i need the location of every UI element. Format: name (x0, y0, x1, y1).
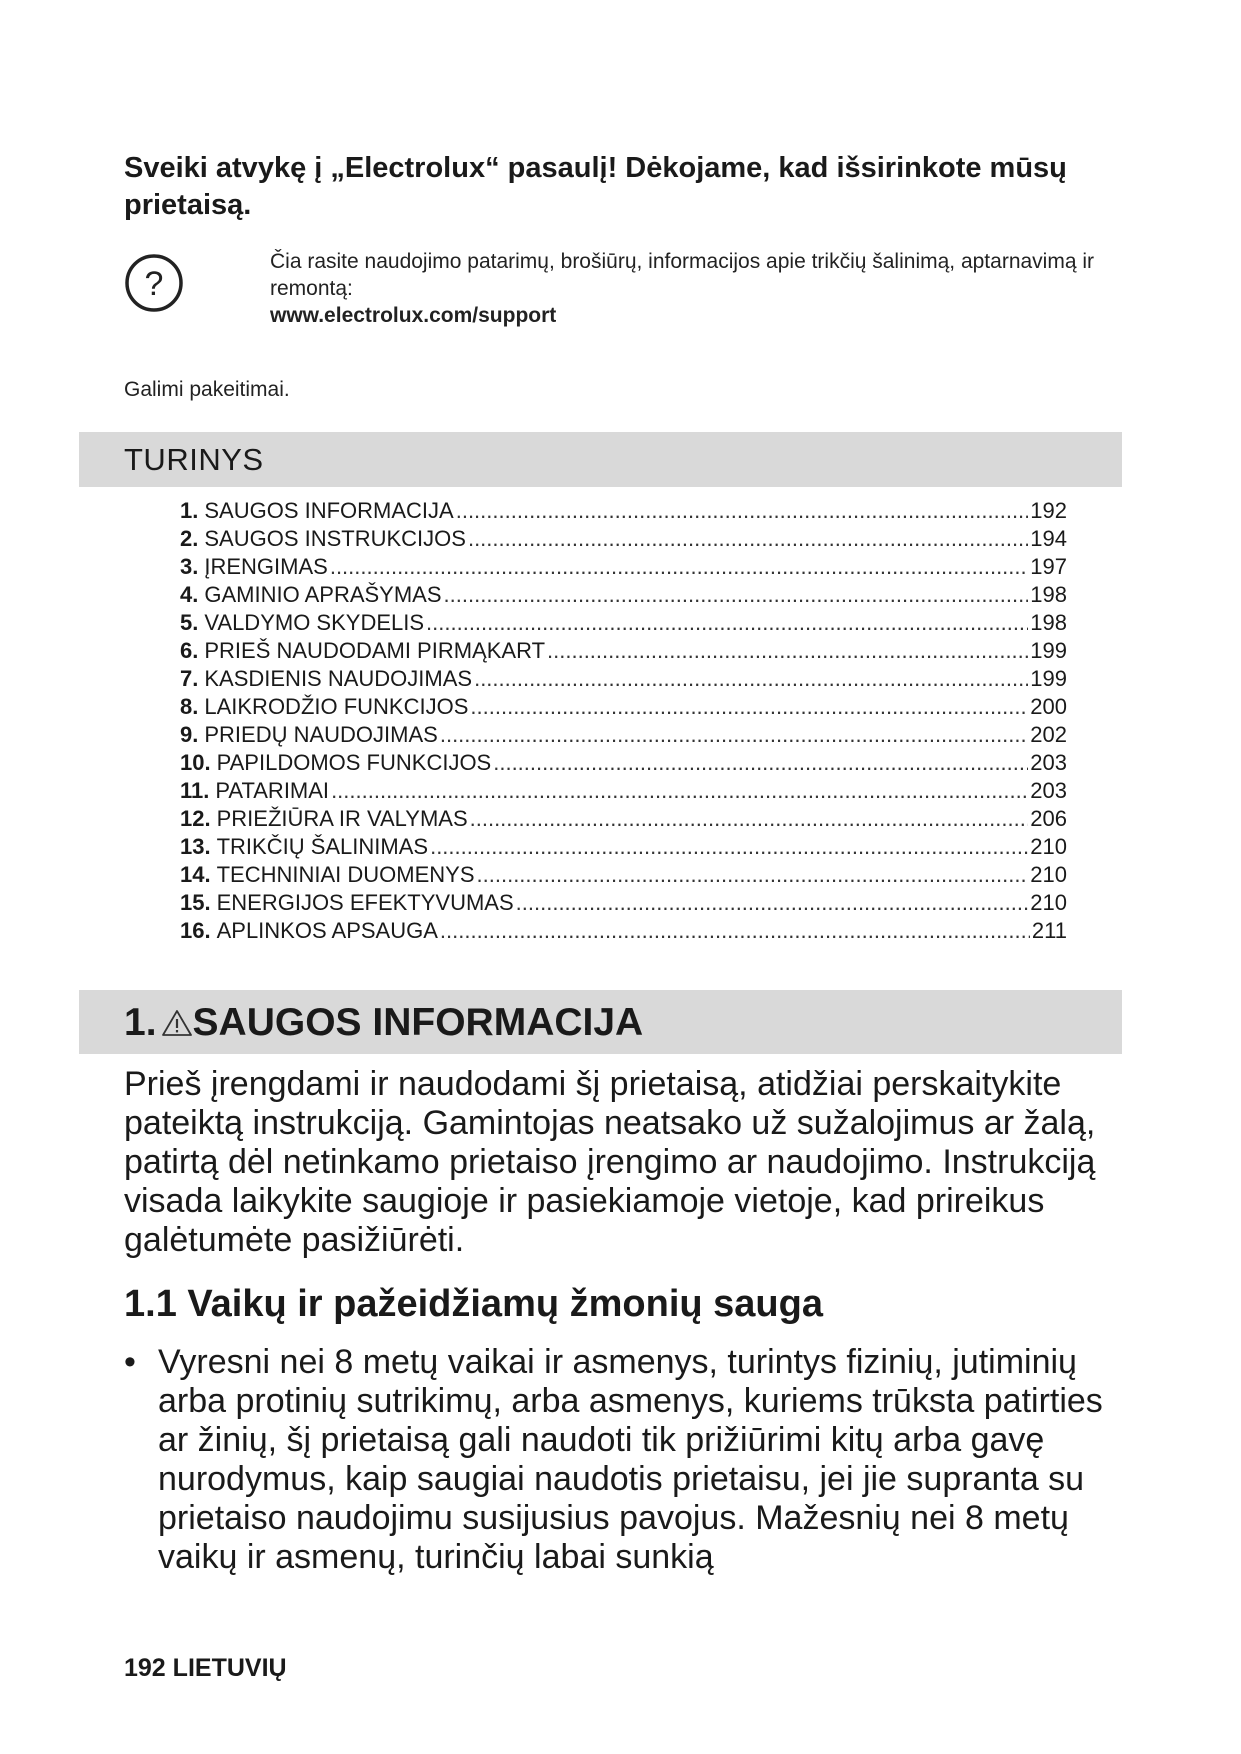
toc-item-label: PRIEŽIŪRA IR VALYMAS (216, 806, 468, 831)
toc-item[interactable] (180, 749, 1067, 777)
toc-item-number: 13. (180, 834, 211, 859)
bullet-dot: • (124, 1343, 136, 1381)
toc-item-label: APLINKOS APSAUGA (216, 918, 438, 943)
toc-item-number: 16. (180, 918, 211, 943)
section-title-text: SAUGOS INFORMACIJA (192, 1001, 644, 1044)
toc-item-label: PATARIMAI (215, 778, 330, 803)
page-footer (124, 1654, 287, 1683)
toc-leader-dots (440, 721, 1028, 749)
toc-title: TURINYS (124, 442, 264, 477)
toc-item-number: 14. (180, 862, 211, 887)
toc-item-label: SAUGOS INFORMACIJA (204, 498, 454, 523)
toc-item-number: 7. (180, 666, 199, 691)
table-of-contents (180, 497, 1067, 945)
toc-item-page: 199 (1030, 638, 1067, 663)
toc-item-label: TECHNINIAI DUOMENYS (216, 862, 475, 887)
bullet-text: Vyresni nei 8 metų vaikai ir asmenys, turintys fizinių, jutiminių arba protinių sutrikimų, arba asmenys, kuriems trūksta patirties ar žinių, šį prietaisą gali naudoti tik prižiūrimi kitų arba gavę nurodymus, kaip saugiai naudotis prietaisu, jei jie supranta su prietaiso naudojimu susijusius pavojus. Mažesnių nei 8 metų vaikų ir asmenų, turinčių labai sunkią (158, 1343, 1103, 1576)
toc-item-page: 198 (1030, 582, 1067, 607)
toc-item-page: 206 (1030, 806, 1067, 831)
toc-item-label: ĮRENGIMAS (204, 554, 328, 579)
toc-leader-dots (470, 805, 1029, 833)
toc-item-number: 12. (180, 806, 211, 831)
toc-item[interactable] (180, 861, 1067, 889)
toc-leader-dots (547, 637, 1028, 665)
toc-item-page: 203 (1030, 750, 1067, 775)
help-description: Čia rasite naudojimo patarimų, brošiūrų, informacijos apie trikčių šalinimą, aptarnavimą ir remontą: (270, 250, 1095, 300)
toc-item[interactable] (180, 889, 1067, 917)
toc-item-number: 1. (180, 498, 199, 523)
footer-page-number: 192 (124, 1654, 166, 1682)
toc-item-label: GAMINIO APRAŠYMAS (204, 582, 442, 607)
toc-item[interactable] (180, 805, 1067, 833)
changes-note: Galimi pakeitimai. (124, 378, 290, 401)
section-header-bar (79, 990, 1122, 1054)
toc-leader-dots (440, 917, 1030, 945)
section-number: 1. (124, 1001, 157, 1044)
toc-item-page: 198 (1030, 610, 1067, 635)
toc-item[interactable] (180, 777, 1067, 805)
toc-item-label: PAPILDOMOS FUNKCIJOS (216, 750, 492, 775)
toc-item-number: 4. (180, 582, 199, 607)
toc-item-page: 211 (1031, 918, 1067, 943)
toc-item-page: 192 (1030, 498, 1067, 523)
support-link[interactable]: www.electrolux.com/support (270, 304, 557, 327)
toc-item[interactable] (180, 665, 1067, 693)
toc-item-number: 10. (180, 750, 211, 775)
toc-leader-dots (444, 581, 1029, 609)
toc-item-number: 6. (180, 638, 199, 663)
toc-item-number: 3. (180, 554, 199, 579)
toc-leader-dots (468, 525, 1028, 553)
toc-item[interactable] (180, 525, 1067, 553)
toc-item-number: 15. (180, 890, 211, 915)
toc-item-page: 210 (1030, 862, 1067, 887)
toc-item-label: LAIKRODŽIO FUNKCIJOS (204, 694, 469, 719)
toc-leader-dots (430, 833, 1028, 861)
help-info (270, 248, 1130, 329)
toc-item[interactable] (180, 497, 1067, 525)
warning-triangle-icon (161, 1008, 193, 1038)
toc-item-number: 2. (180, 526, 199, 551)
toc-item-number: 5. (180, 610, 199, 635)
toc-item-label: KASDIENIS NAUDOJIMAS (204, 666, 473, 691)
toc-leader-dots (477, 861, 1029, 889)
toc-leader-dots (456, 497, 1029, 525)
toc-header-bar (79, 432, 1122, 487)
section-intro-paragraph: Prieš įrengdami ir naudodami šį prietaisą, atidžiai perskaitykite pateiktą instrukciją. Gamintojas neatsako už sužalojimus ar žalą, patirtą dėl netinkamo prietaiso įrengimo ar naudojimo. Instrukciją visada laikykite saugioje ir pasiekiamoje vietoje, kad prireikus galėtumėte pasižiūrėti. (124, 1065, 1096, 1259)
toc-item-number: 9. (180, 722, 199, 747)
toc-item-page: 202 (1030, 722, 1067, 747)
toc-leader-dots (470, 693, 1028, 721)
toc-item-page: 197 (1030, 554, 1067, 579)
toc-item[interactable] (180, 833, 1067, 861)
toc-item[interactable] (180, 693, 1067, 721)
subsection-title: 1.1 Vaikų ir pažeidžiamų žmonių sauga (124, 1283, 823, 1325)
svg-text:?: ? (144, 265, 164, 303)
toc-leader-dots (426, 609, 1028, 637)
toc-item-label: TRIKČIŲ ŠALINIMAS (216, 834, 429, 859)
toc-item[interactable] (180, 721, 1067, 749)
toc-item-number: 11. (180, 778, 210, 803)
section-title (124, 1001, 643, 1045)
toc-item-page: 194 (1030, 526, 1067, 551)
question-circle-icon (124, 253, 184, 313)
toc-item[interactable] (180, 637, 1067, 665)
toc-item-page: 210 (1030, 890, 1067, 915)
toc-leader-dots (331, 777, 1028, 805)
welcome-heading: Sveiki atvykę į „Electrolux“ pasaulį! Dėkojame, kad išsirinkote mūsų prietaisą. (124, 152, 1067, 221)
toc-item-number: 8. (180, 694, 199, 719)
toc-item[interactable] (180, 553, 1067, 581)
toc-item-label: ENERGIJOS EFEKTYVUMAS (216, 890, 514, 915)
toc-leader-dots (493, 749, 1028, 777)
toc-item-page: 199 (1030, 666, 1067, 691)
toc-item-page: 203 (1030, 778, 1067, 803)
toc-item[interactable] (180, 917, 1067, 945)
bullet-item (124, 1343, 1124, 1577)
toc-leader-dots (330, 553, 1028, 581)
toc-item-label: PRIEŠ NAUDODAMI PIRMĄKART (204, 638, 546, 663)
toc-item[interactable] (180, 609, 1067, 637)
toc-leader-dots (516, 889, 1029, 917)
toc-item-page: 200 (1030, 694, 1067, 719)
toc-item-page: 210 (1030, 834, 1067, 859)
toc-leader-dots (474, 665, 1028, 693)
toc-item-label: SAUGOS INSTRUKCIJOS (204, 526, 466, 551)
toc-item[interactable] (180, 581, 1067, 609)
footer-language: LIETUVIŲ (172, 1654, 287, 1682)
toc-item-label: PRIEDŲ NAUDOJIMAS (204, 722, 438, 747)
toc-item-label: VALDYMO SKYDELIS (204, 610, 425, 635)
